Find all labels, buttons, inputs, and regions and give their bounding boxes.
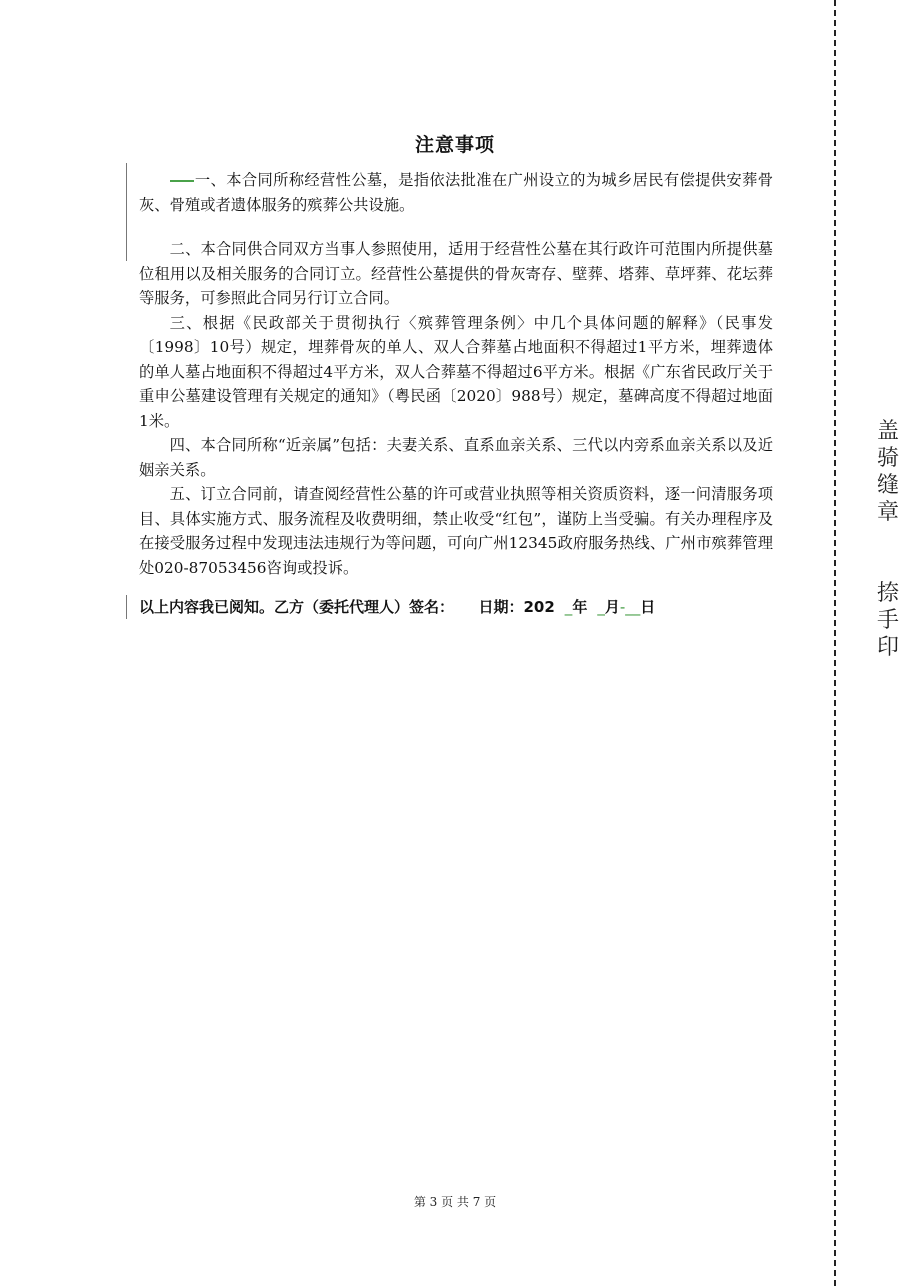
- month-label: 月: [604, 598, 620, 616]
- seam-seal-char: 盖: [876, 419, 899, 444]
- seam-seal-char: 章: [876, 500, 899, 525]
- paragraph-1-text: 一、本合同所称经营性公墓，是指依法批准在广州设立的为城乡居民有偿提供安葬骨灰、骨殖或者遗体服务的殡葬公共设施。: [139, 171, 773, 214]
- signature-text: 以上内容我已阅知。乙方（委托代理人）签名：: [139, 598, 455, 616]
- paragraph-1: [139, 168, 773, 217]
- day-blank[interactable]: -__: [619, 598, 641, 616]
- page-title: 注意事项: [414, 134, 495, 156]
- year-label: 年: [572, 598, 588, 616]
- fingerprint-char: 捺: [876, 581, 899, 606]
- fingerprint-label: [873, 580, 903, 661]
- date-label: 日期：202: [478, 598, 555, 616]
- paragraph-4: 四、本合同所称“近亲属”包括：夫妻关系、直系血亲关系、三代以内旁系血亲关系以及近姻亲关系。: [139, 436, 773, 479]
- fingerprint-char: 印: [876, 635, 899, 660]
- page-number: 第 3 页 共 7 页: [413, 1195, 497, 1209]
- paragraph-2: 二、本合同供合同双方当事人参照使用，适用于经营性公墓在其行政许可范围内所提供墓位租用以及相关服务的合同订立。经营性公墓提供的骨灰寄存、壁葬、塔葬、草坪葬、花坛葬等服务，可参照此合同另行订立合同。: [139, 240, 773, 307]
- paragraph-5: 五、订立合同前，请查阅经营性公墓的许可或营业执照等相关资质资料，逐一问清服务项目、具体实施方式、服务流程及收费明细，禁止收受“红包”，谨防上当受骗。有关办理程序及在接受服务过程中发现违法违规行为等问题，可向广州12345政府服务热线、广州市殡葬管理处020-87053456咨询或投诉。: [139, 485, 773, 577]
- paragraph-1-block: [139, 168, 773, 217]
- fingerprint-char: 手: [876, 608, 899, 633]
- seam-seal-label: [873, 418, 903, 526]
- seam-seal-char: 骑: [876, 446, 899, 471]
- revision-bar: [126, 163, 127, 261]
- paragraph-3: 三、根据《民政部关于贯彻执行〈殡葬管理条例〉中几个具体问题的解释》（民事发〔1998〕10号）规定，埋葬骨灰的单人、双人合葬墓占地面积不得超过1平方米，埋葬遗体的单人墓占地面积不得超过4平方米，双人合葬墓不得超过6平方米。根据《广东省民政厅关于重申公墓建设管理有关规定的通知》（粤民函〔2020〕988号）规定，墓碑高度不得超过地面1米。: [139, 313, 773, 430]
- seam-seal-char: 缝: [876, 473, 899, 498]
- signature-line: [139, 596, 799, 618]
- revision-mark: [170, 180, 194, 182]
- revision-bar: [126, 595, 127, 619]
- month-blank[interactable]: _: [592, 598, 605, 616]
- paragraphs-block: [139, 237, 773, 580]
- cut-dashed-line: [834, 0, 836, 1286]
- year-blank[interactable]: _: [560, 598, 573, 616]
- day-label: 日: [640, 598, 656, 616]
